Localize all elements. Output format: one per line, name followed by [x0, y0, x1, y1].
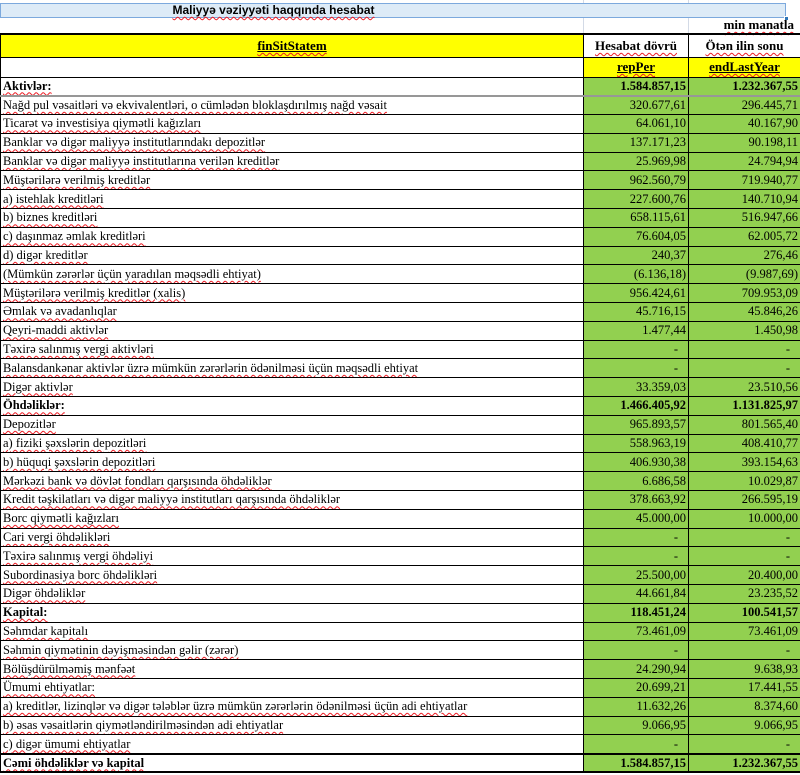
row-label-cell[interactable] [1, 491, 584, 510]
row-label-cell[interactable] [1, 96, 584, 115]
value-cell-last-year[interactable]: - [689, 735, 800, 754]
table-row [1, 397, 800, 416]
row-label-cell[interactable] [1, 303, 584, 322]
title-cell-selected[interactable] [0, 3, 786, 18]
column-header-current-period[interactable] [584, 34, 689, 57]
row-label-cell[interactable] [1, 585, 584, 604]
row-label: c) daşınmaz əmlak kreditləri [3, 229, 146, 244]
row-label: Mərkəzi bank və dövlət fondları qarşısında öhdəliklər [3, 473, 272, 488]
header-row [1, 34, 800, 57]
table-row [1, 603, 800, 622]
value-cell-current-period[interactable]: - [584, 547, 689, 566]
row-label: Banklar və digər maliyyə institutlarındakı depozitlər [3, 135, 266, 150]
table-row [1, 697, 800, 716]
subheader-repper-squiggle [617, 60, 655, 74]
value-cell-current-period[interactable]: 406.930,38 [584, 453, 689, 472]
row-label: a) kreditlər, lizinqlər və digər tələblər üzrə mümkün zərərlərin ödənilməsi üçün adi ehtiyatlar [3, 699, 468, 714]
value-cell-current-period[interactable]: 558.963,19 [584, 434, 689, 453]
value-cell-current-period[interactable]: 24.290,94 [584, 660, 689, 679]
unit-note: min manatla [723, 17, 794, 32]
value-cell-current-period[interactable]: 25.969,98 [584, 152, 689, 171]
row-label-cell[interactable] [1, 472, 584, 491]
row-label-cell[interactable] [1, 622, 584, 641]
row-label: c) digər ümumi ehtiyatlar [3, 736, 131, 751]
value-cell-last-year[interactable]: 296.445,71 [689, 96, 800, 115]
row-label: Kredit təşkilatları və digər maliyyə institutları qarşısında öhdəliklər [3, 492, 341, 507]
row-label: Banklar və digər maliyyə institutlarına verilən kreditlər [3, 154, 280, 169]
value-cell-last-year[interactable]: 516.947,66 [689, 209, 800, 228]
table-row [1, 622, 800, 641]
row-label-cell[interactable] [1, 679, 584, 698]
value-cell-current-period[interactable]: 64.061,10 [584, 115, 689, 134]
table-row [1, 96, 800, 115]
row-label: Digər aktivlər [3, 379, 73, 394]
value-cell-last-year[interactable]: 100.541,57 [689, 603, 800, 622]
row-label: Ticarət və investisiya qiymətli kağızları [3, 116, 202, 131]
row-label: a) fiziki şəxslərin depozitləri [3, 436, 147, 451]
row-label-cell[interactable] [1, 434, 584, 453]
value-cell-current-period[interactable]: 73.461,09 [584, 622, 689, 641]
value-cell-last-year[interactable]: - [689, 528, 800, 547]
value-cell-last-year[interactable]: 62.005,72 [689, 227, 800, 246]
row-label: a) istehlak kreditləri [3, 191, 104, 206]
value-cell-current-period[interactable]: 1.466.405,92 [584, 397, 689, 416]
subheader-endlastyear-squiggle [709, 60, 780, 74]
row-label: (Mümkün zərərlər üçün yaradılan məqsədli ehtiyat) [3, 266, 261, 281]
table-row [1, 77, 800, 96]
value-cell-current-period[interactable]: 118.451,24 [584, 603, 689, 622]
table-row [1, 453, 800, 472]
value-cell-current-period[interactable]: 33.359,03 [584, 378, 689, 397]
value-cell-current-period[interactable]: 45.716,15 [584, 303, 689, 322]
row-label-cell[interactable] [1, 284, 584, 303]
row-label-cell[interactable] [1, 415, 584, 434]
row-label: Digər öhdəliklər [3, 586, 86, 601]
value-cell-last-year[interactable]: 24.794,94 [689, 152, 800, 171]
value-cell-current-period[interactable]: 6.686,58 [584, 472, 689, 491]
value-cell-last-year[interactable]: 1.450,98 [689, 321, 800, 340]
value-cell-last-year[interactable]: - [689, 641, 800, 660]
row-label-cell[interactable] [1, 528, 584, 547]
row-label-cell[interactable] [1, 378, 584, 397]
row-label-cell[interactable] [1, 340, 584, 359]
table-row [1, 115, 800, 134]
row-label-cell[interactable] [1, 133, 584, 152]
row-label: Borc qiymətli kağızları [3, 511, 119, 526]
value-cell-current-period[interactable]: - [584, 735, 689, 754]
row-label-cell[interactable] [1, 115, 584, 134]
row-label-cell[interactable] [1, 716, 584, 735]
row-label: Öhdəliklər: [3, 398, 65, 413]
value-cell-current-period[interactable]: - [584, 359, 689, 378]
value-cell-current-period[interactable]: 137.171,23 [584, 133, 689, 152]
table-body [1, 77, 800, 772]
row-label-cell[interactable] [1, 171, 584, 190]
value-cell-last-year[interactable]: 276,46 [689, 246, 800, 265]
table-row [1, 434, 800, 453]
row-label: Müştərilərə verilmiş kreditlər [3, 172, 151, 187]
value-cell-current-period[interactable]: 25.500,00 [584, 566, 689, 585]
value-cell-last-year[interactable]: 1.232.367,55 [689, 754, 800, 773]
table-row [1, 227, 800, 246]
table-row [1, 359, 800, 378]
row-label-cell[interactable] [1, 697, 584, 716]
value-cell-current-period[interactable]: - [584, 528, 689, 547]
row-label-cell[interactable] [1, 735, 584, 754]
row-label-cell[interactable] [1, 754, 584, 773]
value-cell-last-year[interactable]: 266.595,19 [689, 491, 800, 510]
value-cell-current-period[interactable]: 1.584.857,15 [584, 754, 689, 773]
column-header-last-year[interactable] [689, 34, 800, 57]
row-label-cell[interactable] [1, 566, 584, 585]
value-cell-current-period[interactable]: 11.632,26 [584, 697, 689, 716]
row-label: Balansdankənar aktivlər üzrə mümkün zərərlərin ödənilməsi üçün məqsədli ehtiyat [3, 360, 419, 375]
table-row [1, 566, 800, 585]
value-cell-last-year[interactable]: 17.441,55 [689, 679, 800, 698]
value-cell-last-year[interactable]: 23.510,56 [689, 378, 800, 397]
table-row [1, 660, 800, 679]
row-label: Cari vergi öhdəlikləri [3, 530, 111, 545]
row-label-cell[interactable] [1, 547, 584, 566]
table-row [1, 509, 800, 528]
value-cell-last-year[interactable]: 9.638,93 [689, 660, 800, 679]
row-label-cell[interactable] [1, 265, 584, 284]
row-label-cell[interactable] [1, 77, 584, 96]
row-label: Müştərilərə verilmiş kreditlər (xalis) [3, 285, 186, 300]
value-cell-last-year[interactable]: 408.410,77 [689, 434, 800, 453]
value-cell-last-year[interactable]: 1.131.825,97 [689, 397, 800, 416]
row-label: Kapital: [3, 605, 48, 620]
value-cell-last-year[interactable]: 393.154,63 [689, 453, 800, 472]
value-cell-current-period[interactable]: 20.699,21 [584, 679, 689, 698]
value-cell-last-year[interactable]: 45.846,26 [689, 303, 800, 322]
row-label: Cəmi öhdəliklər və kapital [3, 755, 145, 770]
value-cell-last-year[interactable]: - [689, 547, 800, 566]
table-row [1, 679, 800, 698]
value-cell-last-year[interactable]: 140.710,94 [689, 190, 800, 209]
row-label: Səhmdar kapitalı [3, 624, 89, 638]
table-row [1, 735, 800, 754]
table-row [1, 415, 800, 434]
table-row [1, 716, 800, 735]
row-label-cell[interactable] [1, 152, 584, 171]
value-cell-last-year[interactable]: 719.940,77 [689, 171, 800, 190]
value-cell-last-year[interactable]: 8.374,60 [689, 697, 800, 716]
value-cell-last-year[interactable]: 801.565,40 [689, 415, 800, 434]
value-cell-current-period[interactable]: 378.663,92 [584, 491, 689, 510]
table-row [1, 641, 800, 660]
table-row [1, 171, 800, 190]
financial-statement-table [0, 33, 800, 773]
value-cell-current-period[interactable]: 44.661,84 [584, 585, 689, 604]
subheader-row [1, 57, 800, 77]
value-cell-current-period[interactable]: 240,37 [584, 246, 689, 265]
value-cell-last-year[interactable]: 90.198,11 [689, 133, 800, 152]
value-cell-current-period[interactable]: 227.600,76 [584, 190, 689, 209]
table-row [1, 303, 800, 322]
table-row [1, 246, 800, 265]
table-row [1, 190, 800, 209]
row-label-cell[interactable] [1, 453, 584, 472]
value-cell-current-period[interactable]: 956.424,61 [584, 284, 689, 303]
value-cell-current-period[interactable]: 658.115,61 [584, 209, 689, 228]
row-label-cell[interactable] [1, 660, 584, 679]
value-cell-current-period[interactable]: - [584, 340, 689, 359]
row-label-cell[interactable] [1, 209, 584, 228]
value-cell-last-year[interactable]: 10.029,87 [689, 472, 800, 491]
fin-sit-statem-squiggle [257, 39, 326, 53]
row-label-cell[interactable] [1, 359, 584, 378]
table-row [1, 378, 800, 397]
row-label-cell[interactable] [1, 190, 584, 209]
row-label: b) biznes kreditləri [3, 210, 98, 225]
value-cell-current-period[interactable]: 962.560,79 [584, 171, 689, 190]
column-header-current-period-label: Hesabat dövrü [595, 37, 677, 53]
row-label-cell[interactable] [1, 603, 584, 622]
fin-sit-statem-label: finSitStatem [257, 37, 327, 53]
row-label-cell[interactable] [1, 509, 584, 528]
value-cell-current-period[interactable]: 965.893,57 [584, 415, 689, 434]
value-cell-last-year[interactable]: - [689, 340, 800, 359]
report-title: Maliyyə vəziyyəti haqqında hesabat [172, 3, 375, 17]
table-row [1, 547, 800, 566]
value-cell-last-year[interactable]: 10.000,00 [689, 509, 800, 528]
row-label: Qeyri-maddi aktivlər [3, 323, 109, 338]
fin-sit-statem-cell[interactable] [1, 34, 584, 57]
row-label: d) digər kreditlər [3, 248, 88, 263]
row-label: Depozitlər [3, 417, 56, 432]
subheader-endlastyear-label: endLastYear [709, 59, 780, 74]
value-cell-current-period[interactable]: 76.604,05 [584, 227, 689, 246]
row-label: Nağd pul vəsaitləri və ekvivalentləri, o cümlədən bloklaşdırılmış nağd vəsait [3, 97, 387, 112]
row-label-cell[interactable] [1, 227, 584, 246]
column-header-last-year-label: Ötən ilin sonu [705, 37, 784, 53]
value-cell-current-period[interactable]: - [584, 641, 689, 660]
sheet-top-area [0, 0, 800, 33]
value-cell-current-period[interactable]: 1.477,44 [584, 321, 689, 340]
row-label: Subordinasiya borc öhdəlikləri [3, 567, 158, 582]
table-row [1, 133, 800, 152]
value-cell-current-period[interactable]: 45.000,00 [584, 509, 689, 528]
table-row [1, 340, 800, 359]
row-label: b) əsas vəsaitlərin qiymətləndirilməsindən adi ehtiyatlar [3, 717, 284, 732]
table-row [1, 754, 800, 773]
row-label: Əmlak və avadanlıqlar [3, 304, 117, 319]
table-row [1, 152, 800, 171]
row-label-cell[interactable] [1, 246, 584, 265]
table-row [1, 209, 800, 228]
table-row [1, 284, 800, 303]
row-label-cell[interactable] [1, 397, 584, 416]
value-cell-last-year[interactable]: 20.400,00 [689, 566, 800, 585]
value-cell-last-year[interactable]: (9.987,69) [689, 265, 800, 284]
value-cell-last-year[interactable]: 9.066,95 [689, 716, 800, 735]
row-label: Ümumi ehtiyatlar: [3, 680, 95, 695]
row-label-cell[interactable] [1, 641, 584, 660]
value-cell-last-year[interactable]: - [689, 359, 800, 378]
value-cell-last-year[interactable]: 40.167,90 [689, 115, 800, 134]
value-cell-current-period[interactable]: 9.066,95 [584, 716, 689, 735]
value-cell-current-period[interactable]: (6.136,18) [584, 265, 689, 284]
row-label-cell[interactable] [1, 321, 584, 340]
row-label: Bölüşdürülməmiş mənfəət [3, 661, 136, 676]
table-row [1, 321, 800, 340]
subheader-repper-label: repPer [616, 59, 656, 74]
value-cell-current-period[interactable]: 320.677,61 [584, 96, 689, 115]
row-label: Təxirə salınmış vergi öhdəliyi [3, 548, 154, 563]
value-cell-last-year[interactable]: 73.461,09 [689, 622, 800, 641]
row-label: Səhmin qiymətinin dəyişməsindən gəlir (zərər) [3, 642, 239, 657]
table-row [1, 528, 800, 547]
table-row [1, 265, 800, 284]
subheader-endlastyear-cell[interactable] [689, 57, 800, 77]
value-cell-current-period[interactable]: 1.584.857,15 [584, 77, 689, 96]
row-label: Aktivlər: [3, 78, 52, 93]
table-row [1, 585, 800, 604]
table-row [1, 491, 800, 510]
row-label: b) hüquqi şəxslərin depozitləri [3, 454, 156, 469]
row-label: Təxirə salınmış vergi aktivləri [3, 342, 154, 357]
value-cell-last-year[interactable]: 1.232.367,55 [689, 77, 800, 96]
subheader-repper-cell[interactable] [584, 57, 689, 77]
value-cell-last-year[interactable]: 23.235,52 [689, 585, 800, 604]
value-cell-last-year[interactable]: 709.953,09 [689, 284, 800, 303]
table-row [1, 472, 800, 491]
empty-label-cell[interactable] [1, 57, 584, 77]
